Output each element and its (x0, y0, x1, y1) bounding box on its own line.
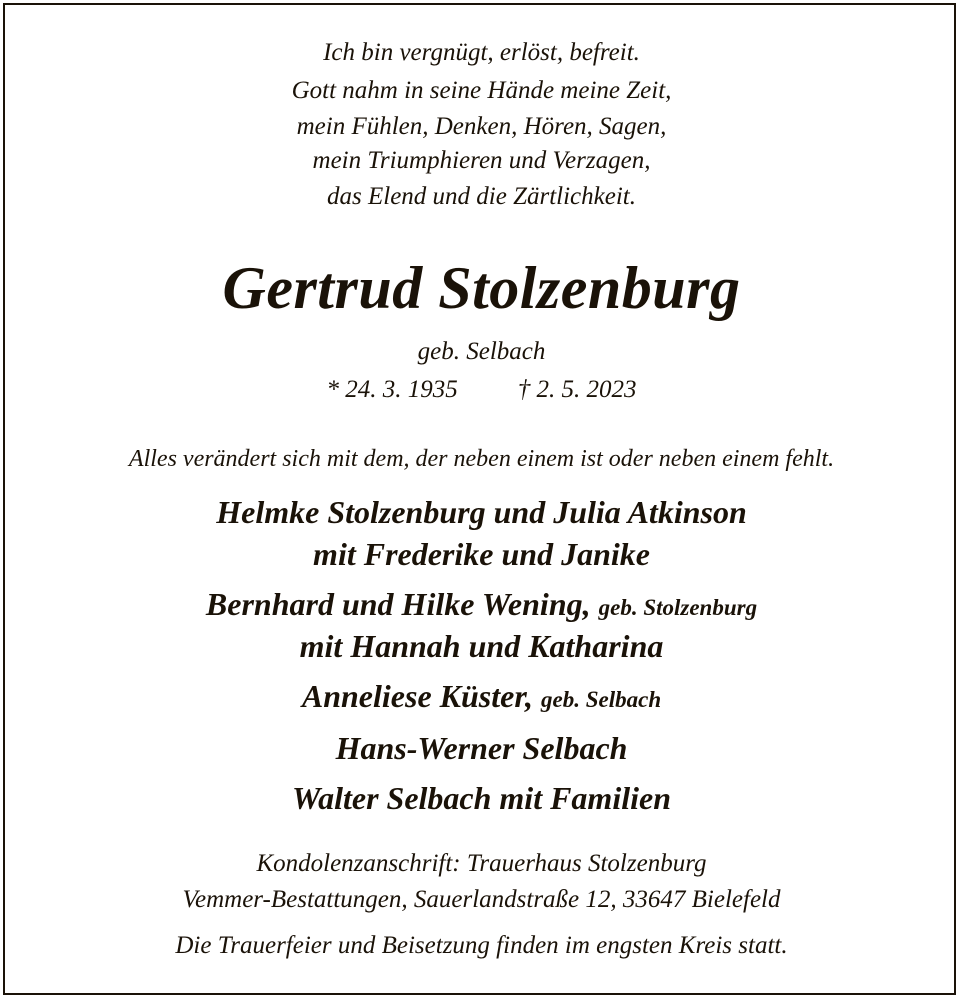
condolence-address-line: Kondolenzanschrift: Trauerhaus Stolzenburg (256, 850, 707, 877)
funeral-home-address: Vemmer-Bestattungen, Sauerlandstraße 12, 33647 Bielefeld (182, 886, 781, 913)
mourner-name: mit Hannah und Katharina (299, 628, 664, 664)
poem-line: mein Triumphieren und Verzagen, (312, 147, 651, 174)
mourner-note: geb. Selbach (541, 687, 662, 712)
mourner-note: geb. Stolzenburg (598, 595, 758, 620)
birth-name: geb. Selbach (417, 338, 546, 365)
mourner-name: Bernhard und Hilke Wening, (205, 586, 591, 622)
mourner-name: Anneliese Küster, (301, 678, 534, 714)
ceremony-note: Die Trauerfeier und Beisetzung finden im engsten Kreis statt. (175, 932, 788, 959)
mourner-line (0, 678, 963, 715)
mourner-name: Hans-Werner Selbach (335, 730, 628, 766)
mourner-line (0, 536, 963, 573)
deceased-name: Gertrud Stolzenburg (222, 255, 741, 321)
mourner-name: Walter Selbach mit Familien (292, 780, 671, 816)
poem-line: Ich bin vergnügt, erlöst, befreit. (323, 39, 640, 66)
life-dates (0, 376, 963, 404)
mourner-line (0, 730, 963, 767)
mourner-line (0, 780, 963, 817)
motto: Alles verändert sich mit dem, der neben einem ist oder neben einem fehlt. (128, 446, 835, 472)
mourner-line (0, 628, 963, 665)
death-date: † 2. 5. 2023 (517, 376, 637, 403)
mourner-line (0, 586, 963, 623)
poem-line: das Elend und die Zärtlichkeit. (327, 183, 636, 210)
poem-line: Gott nahm in seine Hände meine Zeit, (291, 77, 672, 104)
mourner-line (0, 494, 963, 531)
mourner-name: mit Frederike und Janike (313, 536, 650, 572)
birth-date: * 24. 3. 1935 (326, 376, 458, 403)
poem-line: mein Fühlen, Denken, Hören, Sagen, (296, 113, 667, 140)
mourner-name: Helmke Stolzenburg und Julia Atkinson (216, 494, 747, 530)
